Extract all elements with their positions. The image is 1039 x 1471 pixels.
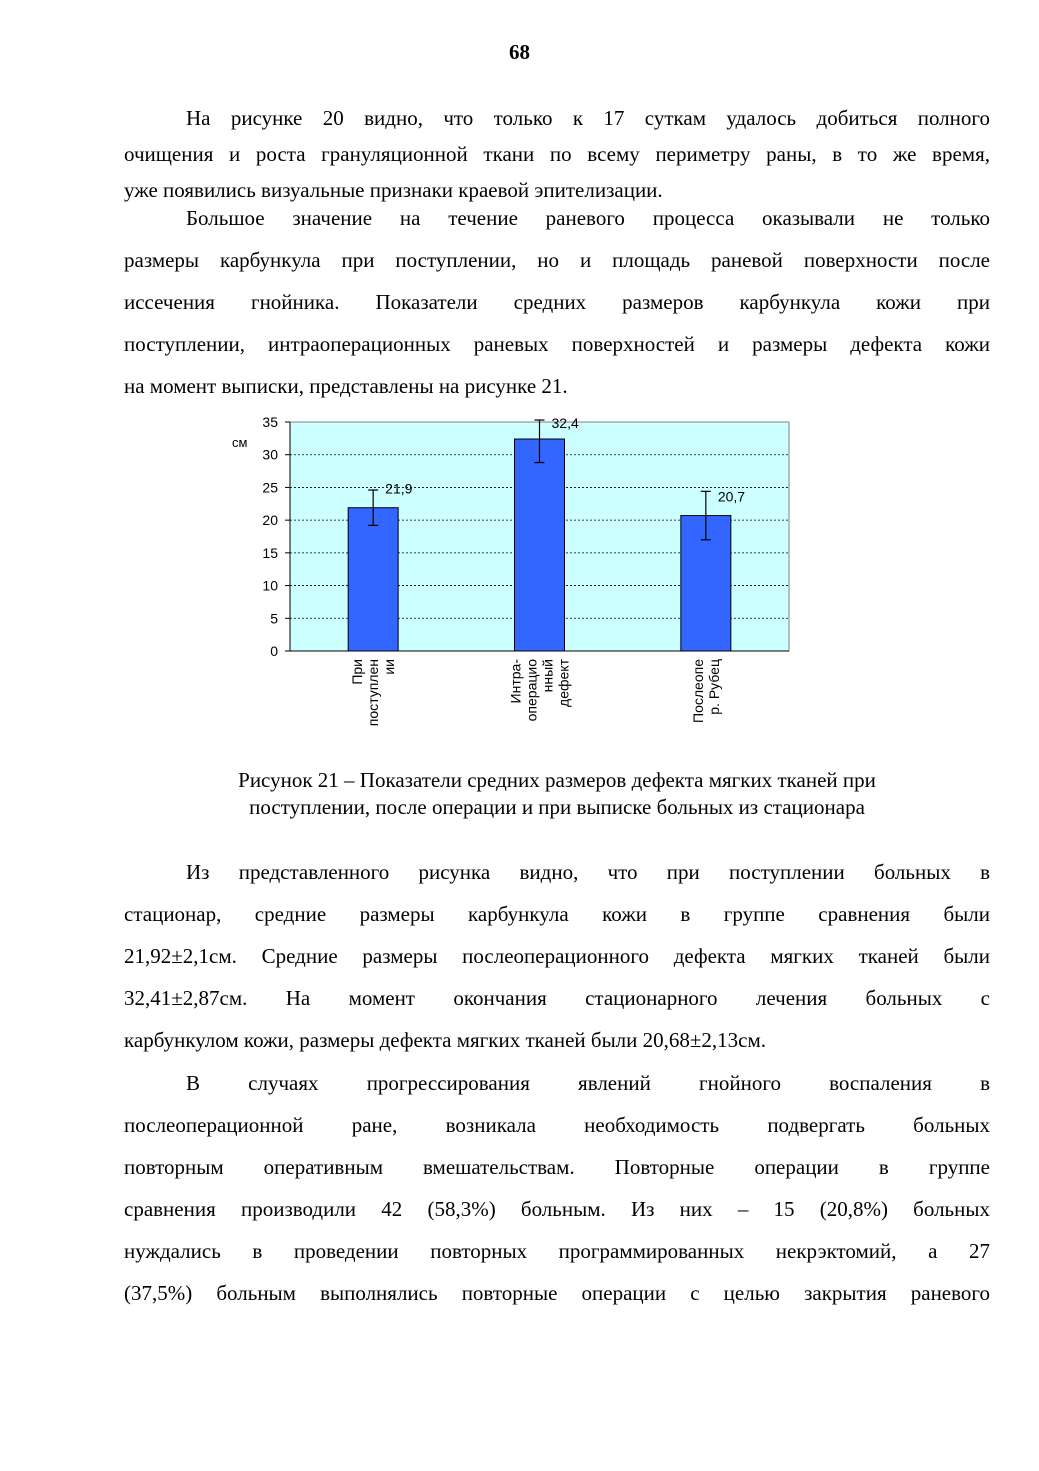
x-category-label — [690, 659, 722, 723]
caption-line: Рисунок 21 – Показатели средних размеров дефекта мягких тканей при — [238, 768, 876, 792]
text-line: стационар, средние размеры карбункула кожи в группе сравнения были — [124, 902, 990, 926]
text-line: поступлении, интраоперационных раневых поверхностей и размеры дефекта кожи — [124, 332, 990, 356]
y-tick-label: 35 — [262, 414, 278, 430]
bar-chart — [222, 412, 802, 752]
paragraph-3 — [124, 851, 990, 1061]
bar — [348, 508, 398, 651]
y-tick-label: 20 — [262, 512, 278, 529]
y-tick-label: 30 — [262, 446, 278, 463]
x-category-label-line: ии — [381, 659, 398, 675]
y-tick-label: 10 — [262, 577, 278, 594]
text-line: сравнения производили 42 (58,3%) больным. Из них – 15 (20,8%) больных — [124, 1197, 990, 1221]
y-tick-label: 0 — [270, 643, 278, 659]
x-category-label — [508, 658, 572, 721]
data-label: 21,9 — [385, 480, 413, 497]
x-category-label-line: дефект — [555, 659, 572, 707]
bar — [515, 439, 565, 651]
y-tick-label: 25 — [262, 479, 278, 496]
caption-line: поступлении, после операции и при выписке больных из стационара — [249, 795, 865, 819]
y-tick-label: 15 — [262, 544, 278, 561]
y-tick-label: 5 — [270, 610, 278, 627]
paragraph-4 — [124, 1062, 990, 1314]
text-line: уже появились визуальные признаки краевой эпителизации. — [124, 178, 663, 202]
text-line: нуждались в проведении повторных программированных некрэктомий, а 27 — [124, 1239, 990, 1263]
x-category-label-line: поступлен — [365, 659, 382, 727]
text-line: В случаях прогрессирования явлений гнойного воспаления в — [186, 1071, 990, 1095]
data-label: 20,7 — [717, 488, 746, 505]
text-line: На рисунке 20 видно, что только к 17 суткам удалось добиться полного — [186, 106, 990, 130]
x-category-label-line: Послеопе — [689, 659, 706, 723]
text-line: Из представленного рисунка видно, что при поступлении больных в — [186, 860, 990, 884]
page-number: 68 — [509, 40, 530, 64]
text-line: размеры карбункула при поступлении, но и площадь раневой поверхности после — [124, 248, 990, 272]
text-line: повторным оперативным вмешательствам. Повторные операции в группе — [124, 1155, 990, 1179]
y-axis-label: см — [232, 435, 248, 450]
text-line: Большое значение на течение раневого процесса оказывали не только — [186, 206, 990, 230]
paragraph-1 — [124, 100, 990, 208]
text-line: на момент выписки, представлены на рисунке 21. — [124, 374, 568, 398]
text-line: очищения и роста грануляционной ткани по всему периметру раны, в то же время, — [124, 142, 990, 166]
x-category-label-line: нный — [539, 659, 556, 693]
text-line: иссечения гнойника. Показатели средних размеров карбункула кожи при — [124, 290, 990, 314]
x-category-label-line: операцио — [523, 659, 540, 722]
text-line: 21,92±2,1см. Средние размеры послеоперационного дефекта мягких тканей были — [124, 944, 990, 968]
figure-caption — [124, 767, 990, 821]
x-category-label-line: Интра- — [507, 659, 524, 704]
x-category-label — [349, 659, 397, 726]
data-label: 32,4 — [551, 415, 579, 431]
paragraph-2 — [124, 197, 990, 407]
text-line: (37,5%) больным выполнялись повторные операции с целью закрытия раневого — [124, 1281, 990, 1305]
text-line: послеоперационной ране, возникала необходимость подвергать больных — [124, 1113, 990, 1137]
text-line: карбункулом кожи, размеры дефекта мягких тканей были 20,68±2,13см. — [124, 1028, 767, 1052]
text-line: 32,41±2,87см. На момент окончания стационарного лечения больных с — [124, 986, 990, 1010]
x-category-label-line: р. Рубец — [705, 659, 722, 715]
x-category-label-line: При — [349, 659, 366, 685]
x-axis-labels — [349, 658, 722, 726]
